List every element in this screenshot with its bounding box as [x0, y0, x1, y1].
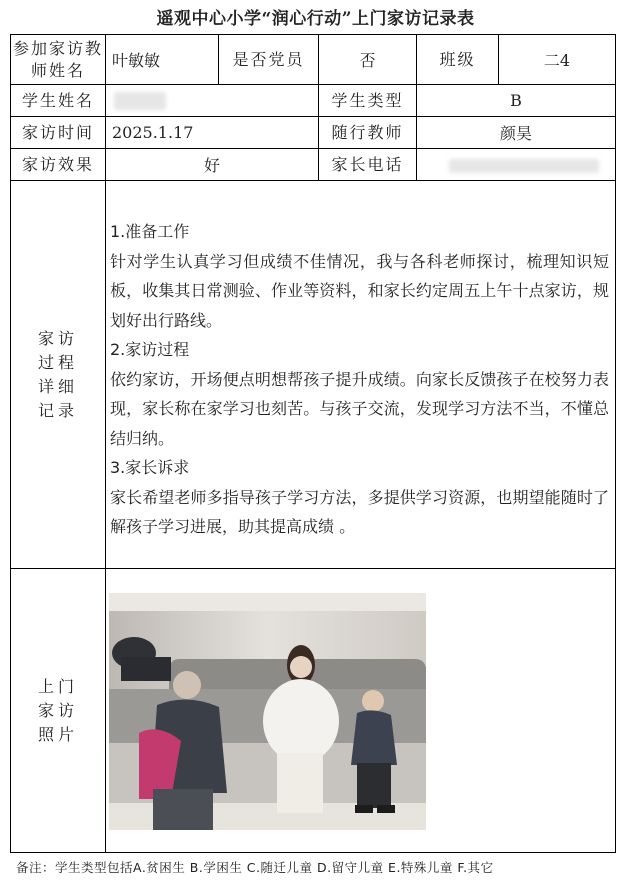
parent-phone-label: 家长电话 [319, 149, 417, 181]
accompany-teacher-value: 颜昊 [417, 117, 616, 149]
photo-label-cell [11, 569, 106, 853]
record-row [11, 181, 616, 569]
record-paragraph-prep: 针对学生认真学习但成绩不佳情况，我与各科老师探讨，梳理知识短板，收集其日常测验、作业等资料，和家长约定周五上午十点家访，规划好出行路线。 [110, 251, 609, 330]
parent-phone-value [417, 149, 616, 181]
home-visit-photo [109, 593, 426, 830]
photo-label: 上门家访照片 [37, 676, 78, 744]
student-name-value [106, 85, 319, 117]
home-visit-photo-image [109, 593, 426, 830]
party-member-label: 是否党员 [219, 35, 319, 85]
party-member-value: 否 [319, 35, 417, 85]
accompany-teacher-label: 随行教师 [319, 117, 417, 149]
redacted-student-name [114, 92, 166, 110]
record-paragraph-process: 依约家访，开场便点明想帮孩子提升成绩。向家长反馈孩子在校努力表现，家长称在家学习也刻苦。与孩子交流，发现学习方法不当，不懂总结归纳。 [110, 369, 609, 448]
time-row [11, 117, 616, 149]
record-content [106, 181, 616, 569]
photo-cell [106, 569, 616, 853]
visit-effect-label: 家访效果 [11, 149, 106, 181]
visit-effect-value: 好 [106, 149, 319, 181]
student-type-label: 学生类型 [319, 85, 417, 117]
student-row [11, 85, 616, 117]
record-heading-process: 2.家访过程 [110, 340, 190, 359]
record-label-cell [11, 181, 106, 569]
photo-row [11, 569, 616, 853]
teacher-name-value: 叶敏敏 [106, 35, 219, 85]
footnote: 备注：学生类型包括A.贫困生 B.学困生 C.随迁儿童 D.留守儿童 E.特殊儿童 F.其它 [16, 860, 494, 875]
record-heading-appeal: 3.家长诉求 [110, 458, 190, 477]
student-name-label: 学生姓名 [11, 85, 106, 117]
teacher-row [11, 35, 616, 85]
teacher-name-label: 参加家访教师姓名 [11, 35, 106, 85]
record-paragraph-appeal: 家长希望老师多指导孩子学习方法，多提供学习资源，也期望能随时了解孩子学习进展，助其提高成绩 。 [110, 487, 609, 536]
visit-record-table [10, 34, 616, 853]
visit-time-label: 家访时间 [11, 117, 106, 149]
class-value: 二4 [499, 35, 616, 85]
form-title: 遥观中心小学“润心行动”上门家访记录表 [156, 9, 475, 29]
visit-time-value: 2025.1.17 [106, 117, 319, 149]
effect-row [11, 149, 616, 181]
record-heading-prep: 1.准备工作 [110, 222, 190, 241]
student-type-value: B [417, 85, 616, 117]
record-label: 家访过程详细记录 [37, 328, 78, 420]
redacted-phone [449, 159, 599, 173]
class-label: 班级 [417, 35, 499, 85]
